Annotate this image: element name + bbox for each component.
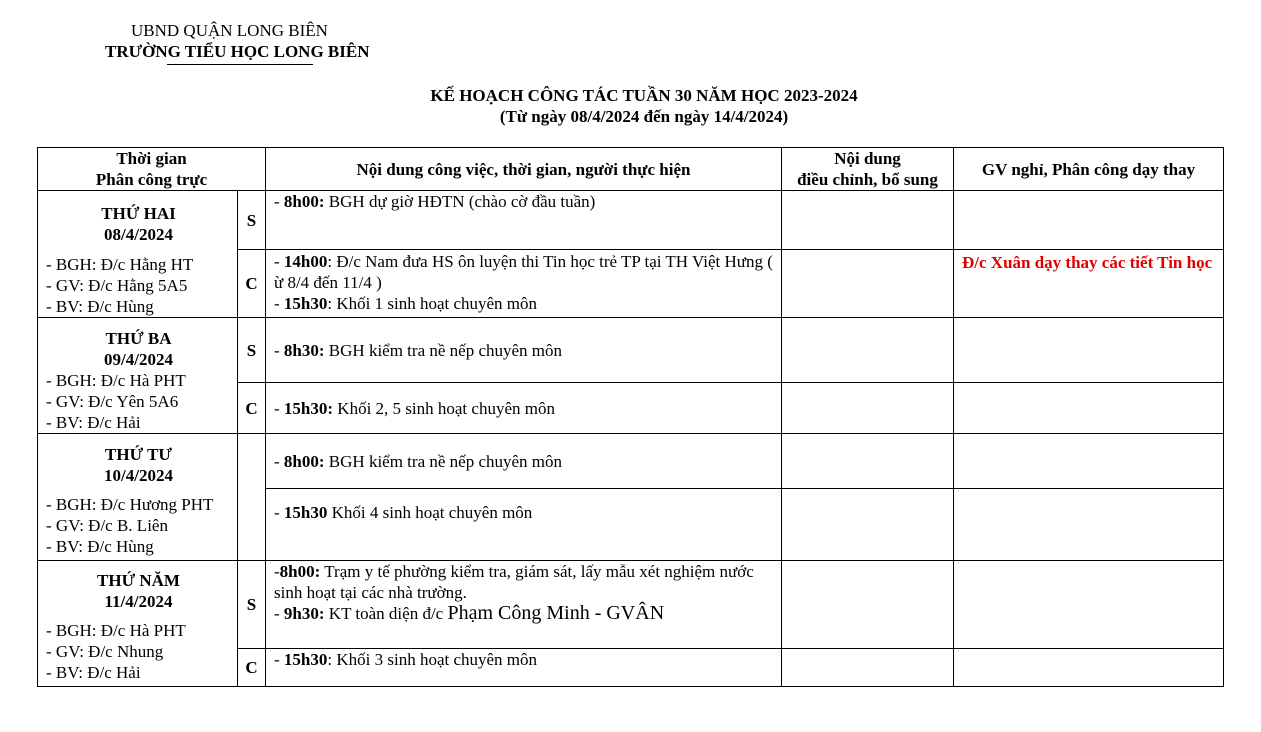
substitute-cell (954, 318, 1224, 383)
duty-gv: - GV: Đ/c B. Liên (46, 516, 168, 535)
duty-bv: - BV: Đ/c Hải (46, 663, 141, 682)
day-cell-thu (38, 561, 238, 687)
day-date: 11/4/2024 (104, 592, 173, 611)
table-row (38, 561, 1224, 649)
duty-bgh: - BGH: Đ/c Hà PHT (46, 371, 186, 390)
session-morning: S (238, 561, 266, 649)
session-morning: S (238, 191, 266, 250)
day-date: 10/4/2024 (104, 466, 173, 485)
table-header-row (38, 148, 1224, 191)
task-cell: - 15h30: Khối 3 sinh hoạt chuyên môn (266, 649, 782, 687)
header-underline (167, 64, 313, 65)
day-name: THỨ NĂM (97, 571, 180, 590)
day-date: 08/4/2024 (104, 225, 173, 244)
day-date: 09/4/2024 (104, 350, 173, 369)
task-cell: -8h00: Trạm y tế phường kiểm tra, giám sát, lấy mẫu xét nghiệm nước sinh hoạt tại các nhà trường. - 9h30: KT toàn diện đ/c Phạm Công Minh - GVÂN (266, 561, 782, 649)
duty-bgh: - BGH: Đ/c Hương PHT (46, 495, 214, 514)
day-cell-mon (38, 191, 238, 318)
page-subtitle: (Từ ngày 08/4/2024 đến ngày 14/4/2024) (499, 107, 789, 126)
adjust-cell (782, 561, 954, 649)
substitute-cell (954, 250, 1224, 318)
session-afternoon: C (238, 250, 266, 318)
day-name: THỨ BA (105, 329, 172, 348)
substitute-cell (954, 561, 1224, 649)
org-name: UBND QUẬN LONG BIÊN (131, 21, 328, 40)
substitute-cell (954, 434, 1224, 489)
substitute-cell (954, 383, 1224, 434)
duty-gv: - GV: Đ/c Hằng 5A5 (46, 276, 188, 295)
substitute-cell (954, 489, 1224, 561)
session-afternoon: C (238, 383, 266, 434)
task-cell: - 15h30 Khối 4 sinh hoạt chuyên môn (266, 489, 782, 561)
header-substitute: GV nghỉ, Phân công dạy thay (954, 148, 1224, 191)
duty-gv: - GV: Đ/c Nhung (46, 642, 164, 661)
adjust-cell (782, 383, 954, 434)
page-title: KẾ HOẠCH CÔNG TÁC TUẦN 30 NĂM HỌC 2023-2024 (430, 86, 858, 105)
school-name: TRƯỜNG TIỂU HỌC LONG BIÊN (105, 42, 370, 61)
duty-bv: - BV: Đ/c Hải (46, 413, 141, 432)
task-cell: - 8h00: BGH kiểm tra nề nếp chuyên môn (266, 434, 782, 489)
substitute-cell (954, 191, 1224, 250)
adjust-cell (782, 191, 954, 250)
task-cell: - 14h00: Đ/c Nam đưa HS ôn luyện thi Tin học trẻ TP tại TH Việt Hưng ( ừ 8/4 đến 11/4 ) - 15h30: Khối 1 sinh hoạt chuyên môn (266, 250, 782, 318)
adjust-cell (782, 250, 954, 318)
task-cell: - 8h30: BGH kiểm tra nề nếp chuyên môn (266, 318, 782, 383)
duty-bv: - BV: Đ/c Hùng (46, 537, 154, 556)
day-cell-wed (38, 434, 238, 561)
task-cell: - 15h30: Khối 2, 5 sinh hoạt chuyên môn (266, 383, 782, 434)
adjust-cell (782, 649, 954, 687)
session-morning: S (238, 318, 266, 383)
duty-bgh: - BGH: Đ/c Hằng HT (46, 255, 194, 274)
day-name: THỨ HAI (101, 204, 176, 223)
duty-gv: - GV: Đ/c Yên 5A6 (46, 392, 179, 411)
weekly-plan-table (37, 147, 1224, 687)
session-empty (238, 434, 266, 561)
table-row (38, 434, 1224, 489)
day-cell-tue (38, 318, 238, 434)
table-row (38, 191, 1224, 250)
adjust-cell (782, 318, 954, 383)
duty-bgh: - BGH: Đ/c Hà PHT (46, 621, 186, 640)
adjust-cell (782, 434, 954, 489)
adjust-cell (782, 489, 954, 561)
session-afternoon: C (238, 649, 266, 687)
day-name: THỨ TƯ (105, 445, 172, 464)
header-adjust: Nội dung điều chỉnh, bổ sung (782, 148, 954, 191)
task-cell: - 8h00: BGH dự giờ HĐTN (chào cờ đầu tuần) (266, 191, 782, 250)
table-row (38, 318, 1224, 383)
header-time: Thời gian Phân công trực (38, 148, 266, 191)
substitute-note: Đ/c Xuân dạy thay các tiết Tin học (962, 253, 1213, 272)
header-content: Nội dung công việc, thời gian, người thực hiện (266, 148, 782, 191)
duty-bv: - BV: Đ/c Hùng (46, 297, 154, 316)
substitute-cell (954, 649, 1224, 687)
